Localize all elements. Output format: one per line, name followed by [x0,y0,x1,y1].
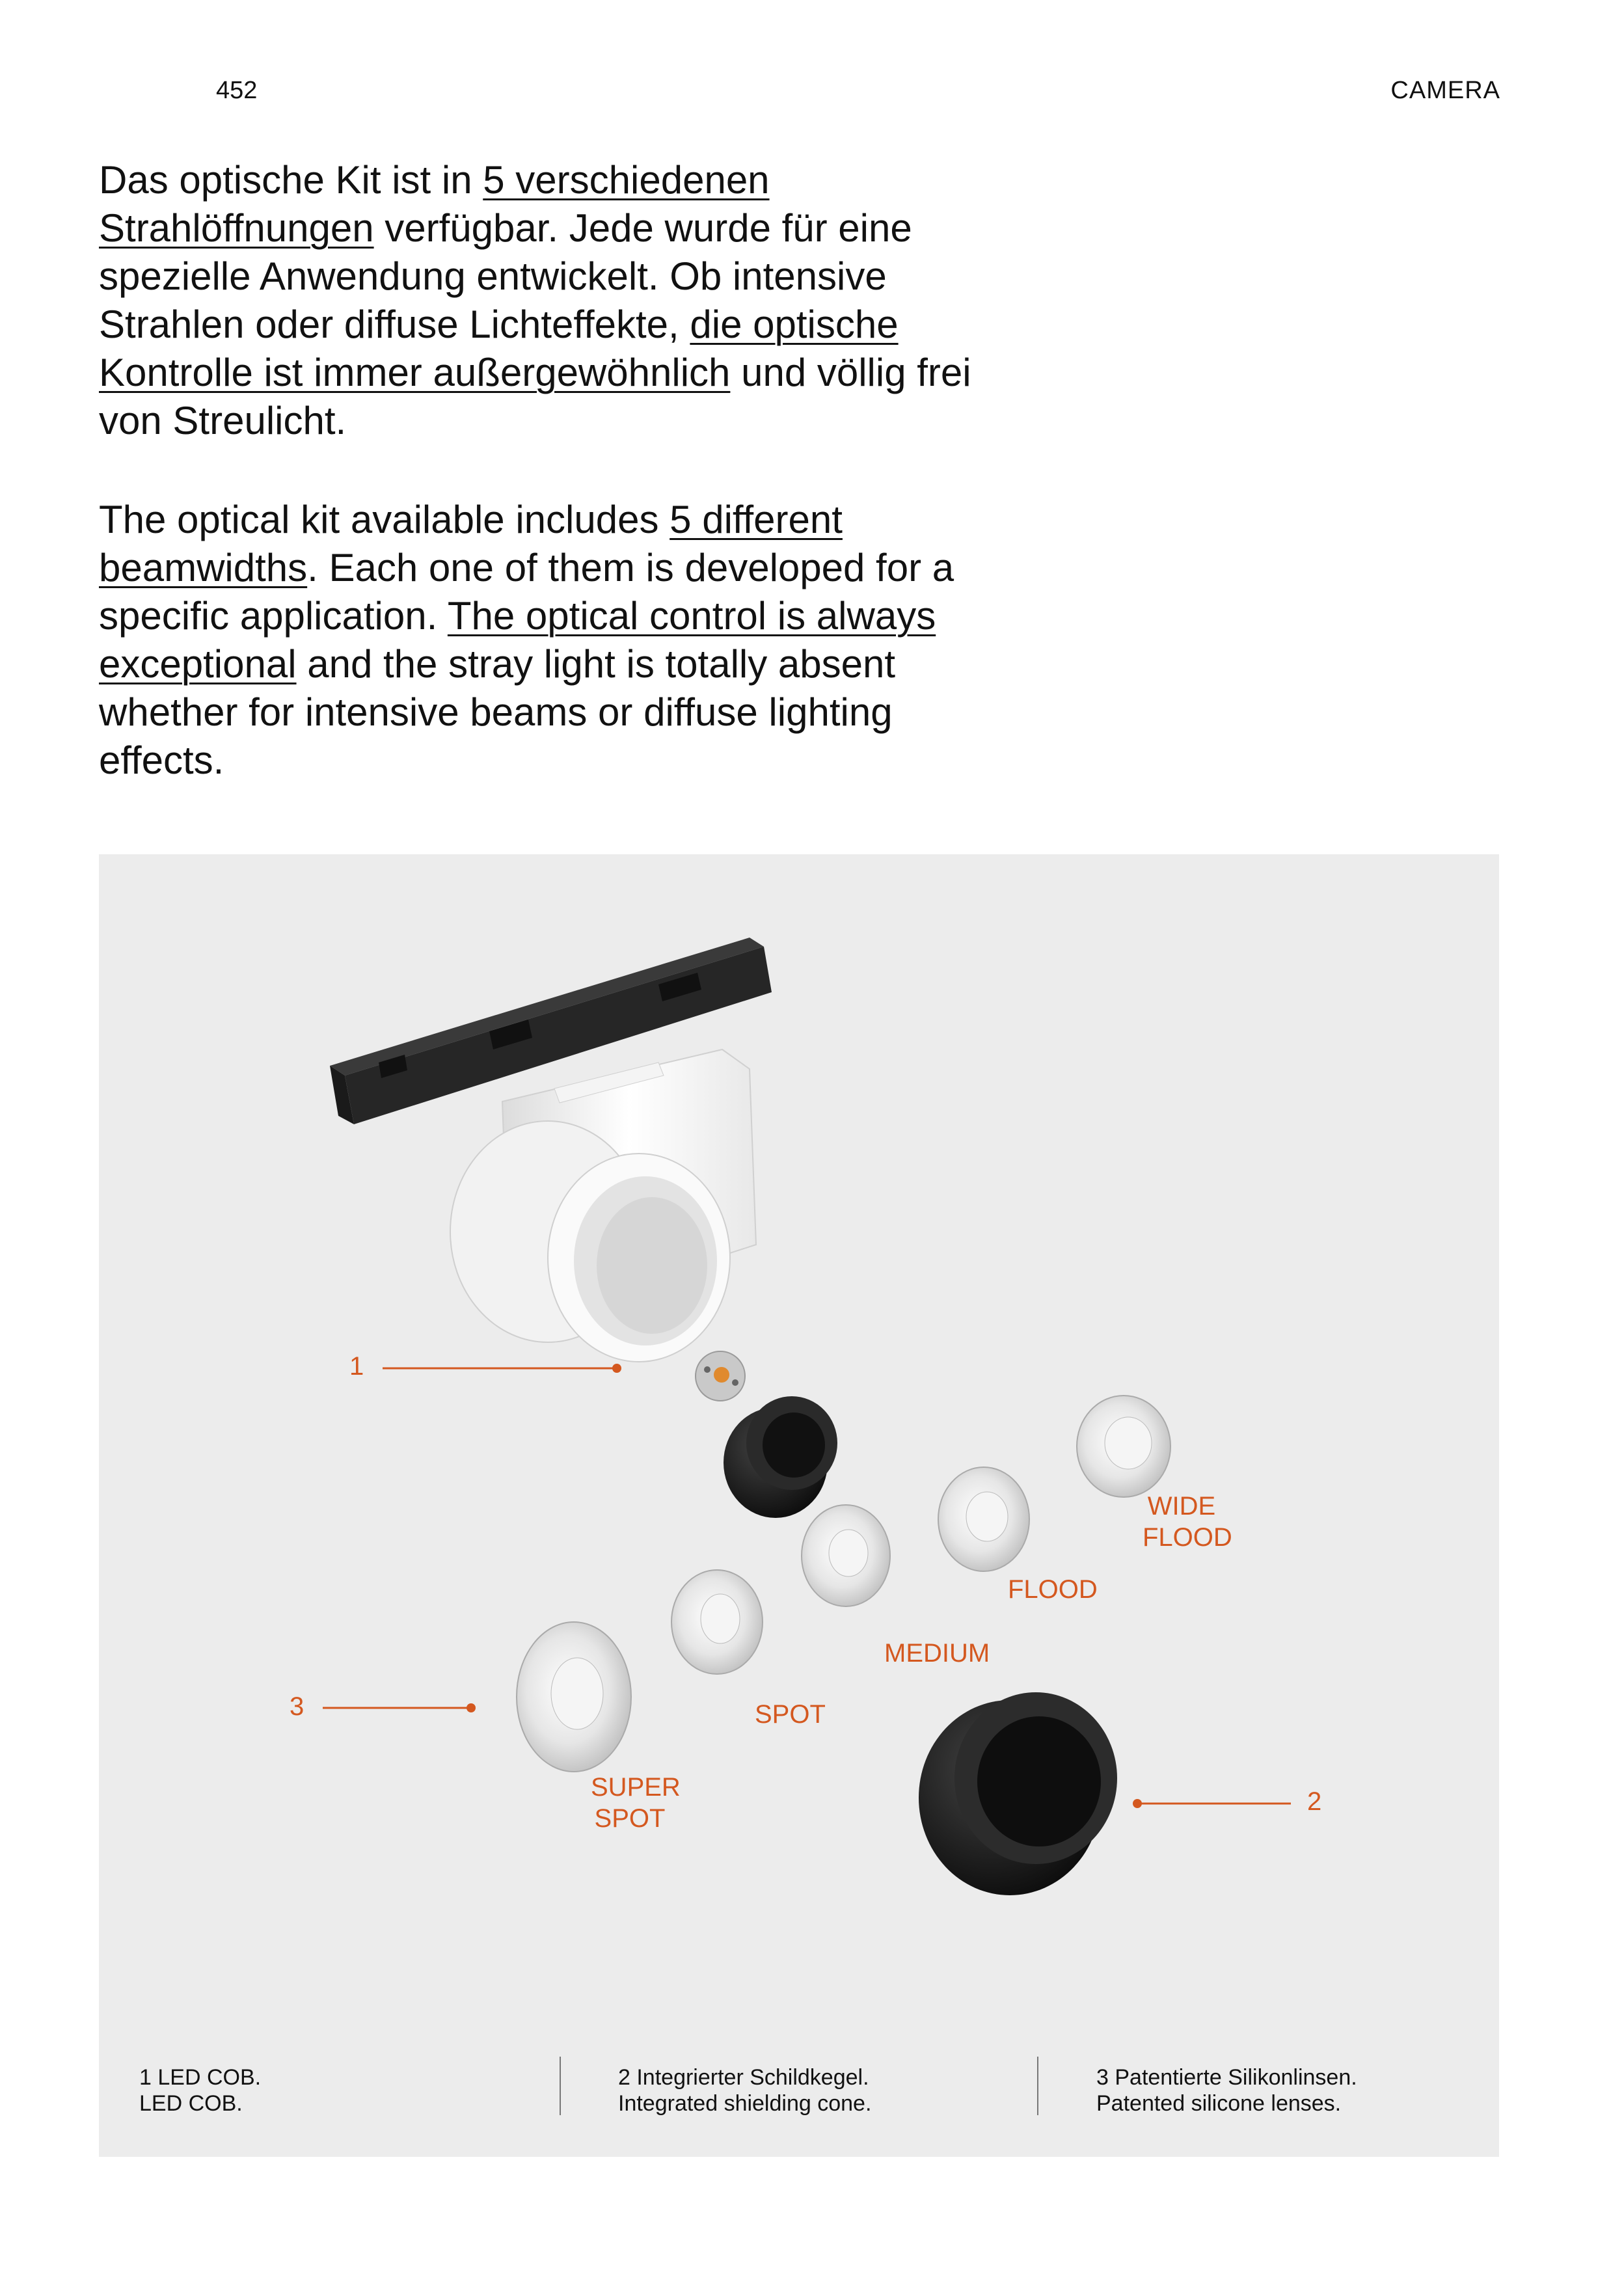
underlined-text: The optical control is always exceptional [99,594,936,686]
lens-medium [802,1505,890,1606]
exploded-product-figure [99,854,1499,2157]
callout-line-1 [383,1364,621,1373]
callout-3: 3 [290,1692,304,1721]
caption-line: 2 Integrierter Schildkegel. [618,2065,869,2090]
caption-line: Integrated shielding cone. [618,2091,872,2116]
label-wide-flood: WIDE FLOOD [1143,1492,1232,1552]
small-shielding-cone [724,1396,837,1518]
spotlight-body [450,1049,756,1362]
text-run: The optical kit available includes [99,498,670,541]
page-number: 452 [216,77,258,104]
text-run: and the stray light is totally absent whether for intensive beams or diffuse lighting effects. [99,642,896,782]
caption-divider [560,2057,561,2115]
caption-line: Patented silicone lenses. [1096,2091,1342,2116]
callout-line-3 [323,1703,476,1712]
text-run: verfügbar. Jede wurde für eine spezielle Anwendung entwickelt. Ob intensive Strahlen oder diffuse Lichteffekte, [99,206,912,346]
caption-led-cob [139,2064,261,2116]
paragraph-german [99,156,1010,445]
caption-divider [1037,2057,1038,2115]
exploded-view-illustration [99,854,1499,2157]
lens-super-spot [517,1622,631,1772]
section-title: CAMERA [1390,77,1500,104]
led-cob-board [696,1351,745,1401]
callout-1: 1 [349,1352,364,1381]
label-medium: MEDIUM [884,1639,990,1668]
caption-line: 1 LED COB. [139,2065,262,2090]
large-shielding-cone [919,1692,1117,1895]
label-flood: FLOOD [1008,1575,1098,1604]
underlined-text: 5 verschiedenen Strahlöffnungen [99,158,770,250]
text-run: Das optische Kit ist in [99,158,483,202]
caption-shielding-cone [618,2064,871,2116]
lens-wide-flood [1077,1396,1171,1497]
text-run: . Each one of them is developed for a specific application. [99,546,954,638]
underlined-text: die optische Kontrolle ist immer außergewöhnlich [99,303,899,394]
callout-line-2 [1133,1799,1291,1808]
label-super-spot: SUPER SPOT [591,1773,681,1833]
lens-spot [671,1570,763,1674]
lens-flood [938,1467,1029,1571]
paragraph-english [99,496,1010,785]
caption-line: 3 Patentierte Silikonlinsen. [1096,2065,1357,2090]
label-spot: SPOT [755,1700,826,1729]
callout-2: 2 [1307,1787,1322,1816]
text-run: und völlig frei von Streulicht. [99,351,971,442]
caption-line: LED COB. [139,2091,243,2116]
caption-silicone-lenses [1096,2064,1357,2116]
underlined-text: 5 different beamwidths [99,498,843,589]
